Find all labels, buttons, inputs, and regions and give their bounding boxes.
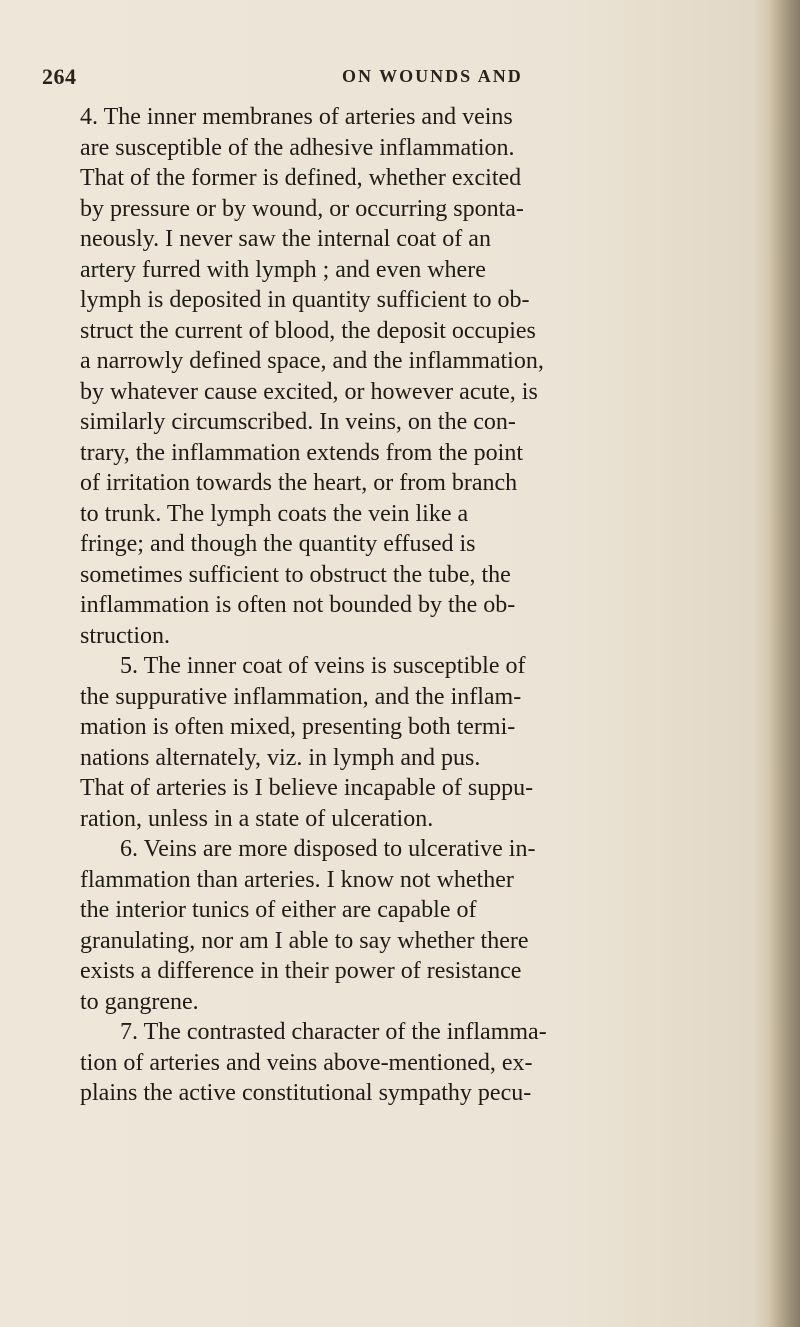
- text-line: ration, unless in a state of ulceration.: [80, 805, 434, 832]
- paragraph-start-line: 6. Veins are more disposed to ulcerative in-: [120, 836, 536, 862]
- text-line: mation is often mixed, presenting both termi-: [80, 714, 516, 740]
- text-line: plains the active constitutional sympathy pecu-: [80, 1080, 532, 1106]
- text-line: trary, the inflammation extends from the point: [80, 439, 523, 466]
- body-text: [80, 102, 740, 1109]
- text-line: flammation than arteries. I know not whether: [80, 866, 514, 893]
- text-line: to trunk. The lymph coats the vein like a: [80, 500, 469, 527]
- text-line: struct the current of blood, the deposit occupies: [80, 317, 536, 344]
- page-number: 264: [42, 64, 77, 89]
- page-header: [42, 50, 742, 94]
- text-line: 4. The inner membranes of arteries and veins: [80, 104, 513, 130]
- text-line: are susceptible of the adhesive inflammation.: [80, 134, 515, 161]
- paragraph-start-line: 5. The inner coat of veins is susceptible of: [120, 653, 526, 679]
- text-line: exists a difference in their power of resistance: [80, 958, 522, 984]
- text-line: That of the former is defined, whether excited: [80, 165, 522, 191]
- text-line: by pressure or by wound, or occurring sponta-: [80, 195, 524, 222]
- text-line: to gangrene.: [80, 988, 199, 1015]
- page-binding-edge: [768, 0, 800, 1327]
- text-line: artery furred with lymph ; and even where: [80, 256, 486, 283]
- text-line: inflammation is often not bounded by the ob-: [80, 592, 516, 618]
- text-line: the interior tunics of either are capable of: [80, 897, 477, 923]
- text-line: That of arteries is I believe incapable of suppu-: [80, 775, 534, 801]
- text-line: tion of arteries and veins above-mentioned, ex-: [80, 1049, 533, 1076]
- text-line: similarly circumscribed. In veins, on the con-: [80, 409, 516, 435]
- running-title: ON WOUNDS AND: [342, 66, 523, 86]
- text-line: by whatever cause excited, or however acute, is: [80, 378, 538, 405]
- text-line: the suppurative inflammation, and the inflam-: [80, 683, 522, 710]
- text-line: nations alternately, viz. in lymph and pus.: [80, 744, 481, 771]
- text-line: neously. I never saw the internal coat of an: [80, 226, 491, 252]
- text-line: lymph is deposited in quantity sufficient to ob-: [80, 287, 530, 313]
- text-line: sometimes sufficient to obstruct the tube, the: [80, 561, 511, 588]
- text-line: struction.: [80, 622, 170, 649]
- text-line: granulating, nor am I able to say whether there: [80, 927, 529, 954]
- text-line: fringe; and though the quantity effused is: [80, 531, 476, 557]
- text-line: a narrowly defined space, and the inflammation,: [80, 348, 544, 374]
- paragraph-start-line: 7. The contrasted character of the inflamma-: [120, 1019, 547, 1045]
- text-line: of irritation towards the heart, or from branch: [80, 470, 518, 496]
